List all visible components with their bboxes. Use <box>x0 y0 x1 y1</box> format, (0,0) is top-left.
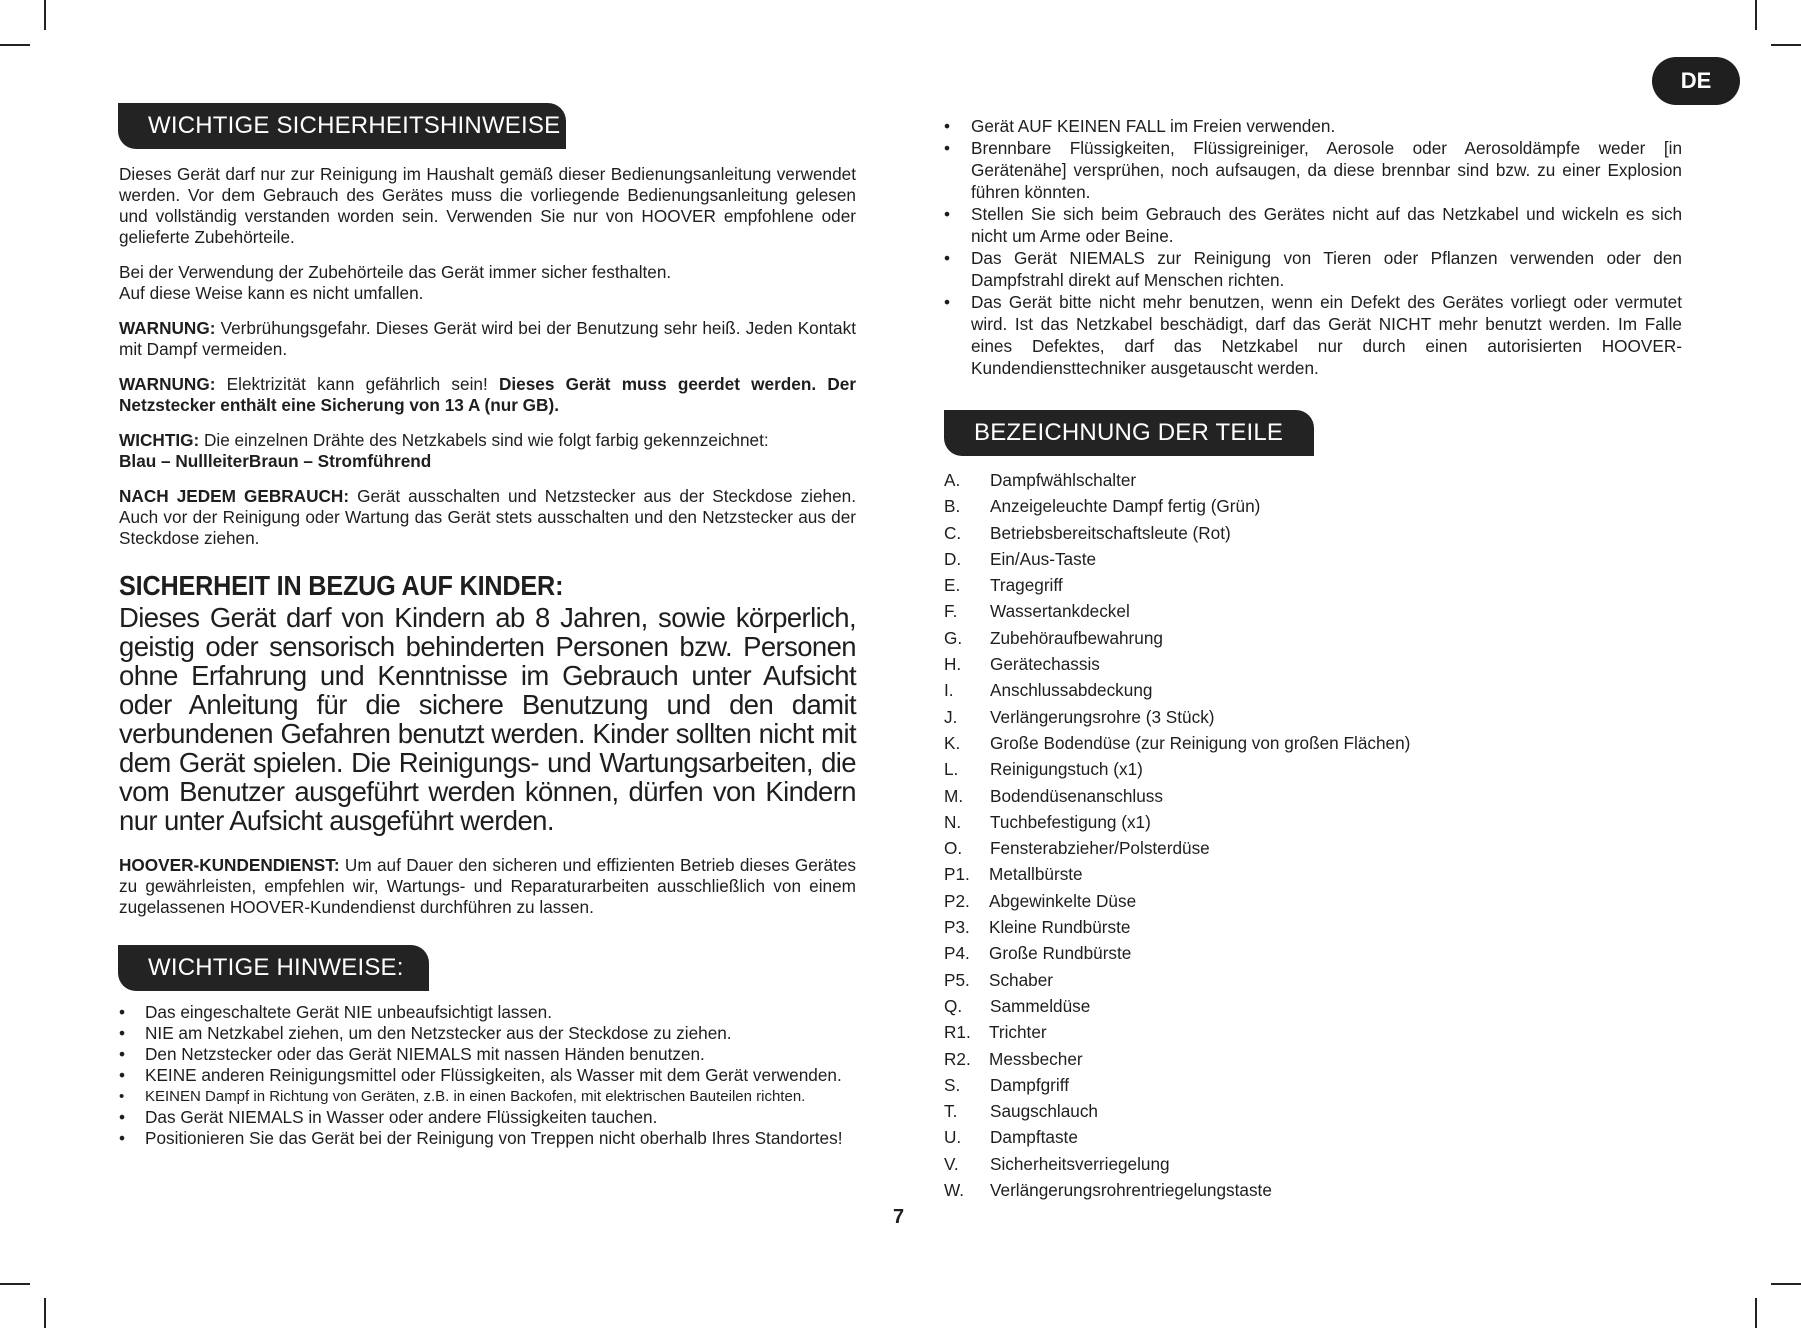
list-item: • Das Gerät NIEMALS zur Reinigung von Tieren oder Pflanzen verwenden oder den Dampfstrahl direkt auf Menschen richten. <box>944 247 1682 291</box>
part-letter: E. <box>944 575 961 596</box>
part-item <box>944 1126 1644 1152</box>
service-label: HOOVER-KUNDENDIENST: <box>119 855 340 875</box>
warning-text: Verbrühungsgefahr. Dieses Gerät wird bei der Benutzung sehr heiß. Jeden Kontakt mit Dampf vermeiden. <box>119 318 856 359</box>
part-name: Sicherheitsverriegelung <box>990 1153 1170 1174</box>
part-letter: K. <box>944 732 961 753</box>
part-item <box>944 1179 1644 1205</box>
part-item <box>944 890 1644 916</box>
part-name: Anschlussabdeckung <box>990 680 1153 701</box>
part-item <box>944 1074 1644 1100</box>
part-item <box>944 995 1644 1021</box>
part-letter: D. <box>944 548 962 569</box>
part-name: Reinigungstuch (x1) <box>990 759 1143 780</box>
part-letter: H. <box>944 654 962 675</box>
part-letter: P5. <box>944 969 970 990</box>
after-use-label: NACH JEDEM GEBRAUCH: <box>119 486 350 506</box>
part-name: Verlängerungsrohre (3 Stück) <box>990 706 1215 727</box>
part-name: Abgewinkelte Düse <box>989 890 1137 911</box>
part-letter: R1. <box>944 1022 971 1043</box>
part-name: Große Bodendüse (zur Reinigung von großen Flächen) <box>990 732 1411 753</box>
warning-electric <box>119 374 856 416</box>
warning-bold-text: Dieses Gerät muss geerdet werden. Der Netzstecker enthält eine Sicherung von 13 A (nur GB). <box>119 374 857 415</box>
part-name: Große Rundbürste <box>989 943 1132 964</box>
part-name: Schaber <box>989 969 1054 990</box>
part-letter: U. <box>944 1127 962 1148</box>
crop-mark <box>44 0 46 30</box>
important-text: Die einzelnen Drähte des Netzkabels sind wie folgt farbig gekennzeichnet: <box>199 430 769 450</box>
part-name: Metallbürste <box>989 864 1083 885</box>
wire-blue: Blau – Nullleiter <box>119 451 249 471</box>
part-letter: T. <box>944 1101 958 1122</box>
part-name: Messbecher <box>989 1048 1083 1069</box>
kids-safety-title: SICHERHEIT IN BEZUG AUF KINDER: <box>119 570 564 601</box>
part-letter: F. <box>944 601 958 622</box>
part-letter: W. <box>944 1180 965 1201</box>
part-letter: P3. <box>944 917 970 938</box>
safety-section <box>119 164 856 932</box>
part-letter: G. <box>944 627 963 648</box>
part-name: Verlängerungsrohrentriegelungstaste <box>990 1180 1272 1201</box>
crop-mark <box>1771 1283 1801 1285</box>
part-item <box>944 811 1644 837</box>
part-item <box>944 732 1644 758</box>
warning-scald <box>119 318 856 360</box>
part-letter: P1. <box>944 864 970 885</box>
part-item <box>944 785 1644 811</box>
part-name: Bodendüsenanschluss <box>990 785 1163 806</box>
page-number: 7 <box>893 1206 905 1228</box>
list-item: • Stellen Sie sich beim Gebrauch des Gerätes nicht auf das Netzkabel und wickeln es sich nicht um Arme oder Beine. <box>944 203 1682 247</box>
part-name: Fensterabzieher/Polsterdüse <box>990 838 1210 859</box>
accessories-paragraph <box>119 262 856 304</box>
part-letter: O. <box>944 838 963 859</box>
part-item <box>944 574 1644 600</box>
part-item <box>944 522 1644 548</box>
warning-label: WARNUNG: <box>119 374 216 394</box>
part-name: Tragegriff <box>990 575 1063 596</box>
crop-mark <box>1755 0 1757 30</box>
part-item <box>944 969 1644 995</box>
part-letter: P2. <box>944 890 970 911</box>
part-item <box>944 916 1644 942</box>
part-letter: B. <box>944 496 961 517</box>
list-item: • Das eingeschaltete Gerät NIE unbeaufsichtigt lassen. <box>119 1002 856 1023</box>
part-letter: A. <box>944 470 961 490</box>
list-item: • Gerät AUF KEINEN FALL im Freien verwenden. <box>944 115 1682 137</box>
service-text: Um auf Dauer den sicheren und effizienten Betrieb dieses Gerätes zu gewährleisten, empfehlen wir, Wartungs- und Reparaturarbeiten ausschließlich von einem zugelassenen HOOVER-Kundendienst durchführen zu lassen. <box>119 855 856 917</box>
part-item <box>944 1048 1644 1074</box>
warning-label: WARNUNG: <box>119 318 216 338</box>
notes-list-continued <box>944 115 1682 379</box>
list-item: • Das Gerät bitte nicht mehr benutzen, wenn ein Defekt des Gerätes vorliegt oder vermutet wird. Ist das Netzkabel beschädigt, darf das Gerät NICHT mehr benutzt werden. Im Falle eines Defektes, darf das Netzkabel nur durch einen autorisierten HOOVER-Kundendiensttechniker ausgetauscht werden. <box>944 291 1682 379</box>
part-item <box>944 679 1644 705</box>
part-item <box>944 942 1644 968</box>
important-label: WICHTIG: <box>119 430 200 450</box>
important-wires <box>119 430 856 472</box>
after-use-paragraph <box>119 486 856 549</box>
part-item <box>944 600 1644 626</box>
part-name: Dampftaste <box>990 1127 1078 1148</box>
part-letter: Q. <box>944 995 963 1016</box>
parts-list <box>944 469 1644 1205</box>
wire-brown: Braun – Stromführend <box>248 451 432 471</box>
part-item <box>944 1021 1644 1047</box>
part-item <box>944 495 1644 521</box>
part-name: Anzeigeleuchte Dampf fertig (Grün) <box>990 496 1261 517</box>
service-paragraph <box>119 855 856 918</box>
part-name: Gerätechassis <box>990 654 1100 675</box>
notes-list <box>119 1002 856 1149</box>
list-item: • Brennbare Flüssigkeiten, Flüssigreiniger, Aerosole oder Aerosoldämpfe weder [in Gerätenähe] versprühen, noch aufsaugen, da diese brennbar sind bzw. zu einer Explosion führen könnten. <box>944 137 1682 203</box>
part-item <box>944 1100 1644 1126</box>
part-item <box>944 758 1644 784</box>
notes-heading: WICHTIGE HINWEISE: <box>118 945 429 991</box>
part-name: Zubehöraufbewahrung <box>990 627 1163 648</box>
part-letter: N. <box>944 811 962 832</box>
part-letter: J. <box>944 706 958 727</box>
list-item: • KEINEN Dampf in Richtung von Geräten, z.B. in einen Backofen, mit elektrischen Bauteilen richten. <box>119 1086 856 1107</box>
crop-mark <box>1755 1298 1757 1328</box>
crop-mark <box>0 1283 30 1285</box>
safety-heading: WICHTIGE SICHERHEITSHINWEISE <box>118 103 566 149</box>
after-use-text: Gerät ausschalten und Netzstecker aus der Steckdose ziehen. Auch vor der Reinigung oder Wartung das Gerät stets ausschalten und den Netzstecker aus der Steckdose ziehen. <box>119 486 856 548</box>
part-name: Wassertankdeckel <box>990 601 1130 622</box>
part-letter: M. <box>944 785 964 806</box>
part-letter: I. <box>944 680 954 701</box>
part-item <box>944 469 1644 495</box>
list-item: • NIE am Netzkabel ziehen, um den Netzstecker aus der Steckdose zu ziehen. <box>119 1023 856 1044</box>
kids-safety-text: Dieses Gerät darf von Kindern ab 8 Jahren, sowie körperlich, geistig oder sensorisch behinderten Personen bzw. Personen ohne Erfahrung und Kenntnisse im Gebrauch unter Aufsicht oder Anleitung für die sichere Benutzung und den damit verbundenen Gefahren benutzt werden. Kinder sollten nicht mit dem Gerät spielen. Die Reinigungs- und Wartungsarbeiten, die vom Benutzer ausgeführt werden können, dürfen von Kindern nur unter Aufsicht ausgeführt werden. <box>119 602 856 836</box>
part-item <box>944 706 1644 732</box>
part-item <box>944 837 1644 863</box>
warning-text: Elektrizität kann gefährlich sein! <box>215 374 499 394</box>
part-letter: L. <box>944 759 959 780</box>
crop-mark <box>1771 44 1801 46</box>
parts-heading: BEZEICHNUNG DER TEILE <box>944 410 1314 456</box>
part-name: Trichter <box>989 1022 1047 1043</box>
part-letter: C. <box>944 522 962 543</box>
list-item: • Den Netzstecker oder das Gerät NIEMALS mit nassen Händen benutzen. <box>119 1044 856 1065</box>
intro-paragraph: Dieses Gerät darf nur zur Reinigung im Haushalt gemäß dieser Bedienungsanleitung verwendet werden. Vor dem Gebrauch des Gerätes muss die vorliegende Bedienungsanleitung gelesen und vollständig verstanden worden sein. Verwenden Sie nur von HOOVER empfohlene oder gelieferte Zubehörteile. <box>119 164 856 247</box>
part-name: Saugschlauch <box>990 1101 1098 1122</box>
crop-mark <box>0 44 30 46</box>
accessories-line-2: Auf diese Weise kann es nicht umfallen. <box>119 283 424 303</box>
part-name: Dampfwählschalter <box>990 470 1137 490</box>
part-item <box>944 548 1644 574</box>
list-item: • KEINE anderen Reinigungsmittel oder Flüssigkeiten, als Wasser mit dem Gerät verwenden. <box>119 1065 856 1086</box>
part-letter: V. <box>944 1153 959 1174</box>
part-name: Sammeldüse <box>990 995 1091 1016</box>
wire-colors <box>119 451 856 472</box>
part-letter: R2. <box>944 1048 971 1069</box>
part-letter: P4. <box>944 943 970 964</box>
part-letter: S. <box>944 1074 961 1095</box>
part-item <box>944 653 1644 679</box>
part-name: Betriebsbereitschaftsleute (Rot) <box>990 522 1231 543</box>
part-item <box>944 1153 1644 1179</box>
part-name: Dampfgriff <box>990 1074 1069 1095</box>
list-item: • Positionieren Sie das Gerät bei der Reinigung von Treppen nicht oberhalb Ihres Standortes! <box>119 1128 856 1149</box>
language-badge: DE <box>1652 57 1740 105</box>
part-item <box>944 863 1644 889</box>
part-name: Tuchbefestigung (x1) <box>990 811 1151 832</box>
part-name: Ein/Aus-Taste <box>990 548 1097 569</box>
crop-mark <box>44 1298 46 1328</box>
accessories-line-1: Bei der Verwendung der Zubehörteile das Gerät immer sicher festhalten. <box>119 262 672 282</box>
part-name: Kleine Rundbürste <box>989 917 1131 938</box>
part-item <box>944 627 1644 653</box>
list-item: • Das Gerät NIEMALS in Wasser oder andere Flüssigkeiten tauchen. <box>119 1107 856 1128</box>
